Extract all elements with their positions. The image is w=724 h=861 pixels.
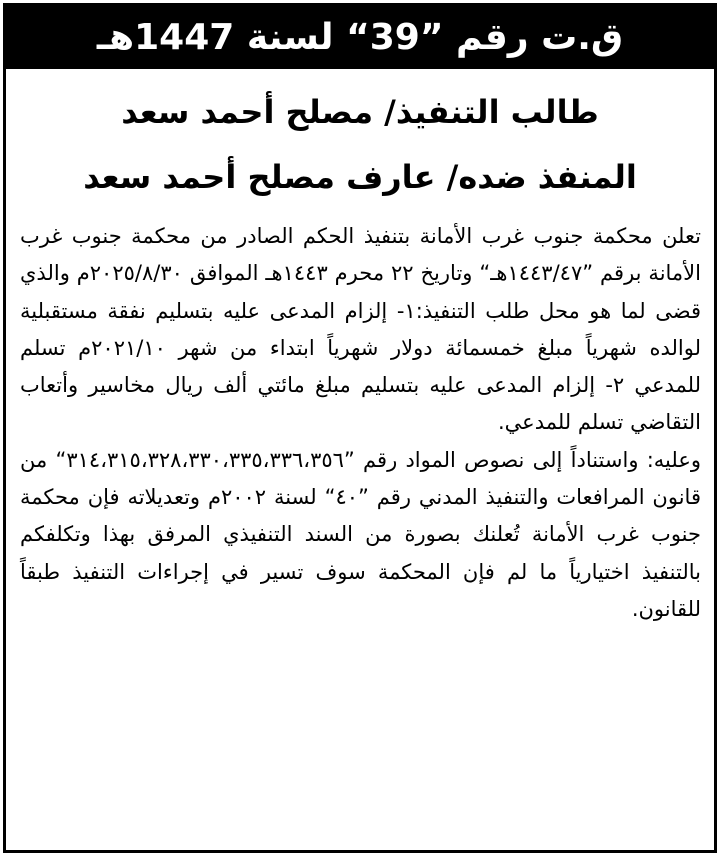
notice-title-bar	[6, 6, 714, 69]
notice-title: ق.ت رقم ”39“ لسنة 1447هـ	[96, 17, 624, 58]
notice-paragraph-judgment: تعلن محكمة جنوب غرب الأمانة بتنفيذ الحكم الصادر من محكمة جنوب غرب الأمانة برقم ”١٤٤٣/٤٧هـ“ وتاريخ ٢٢ محرم ١٤٤٣هـ الموافق ٢٠٢٥/٨/٣٠م والذي قضى لما هو محل طلب التنفيذ:١- إلزام المدعى عليه بتسليم نفقة مستقبلية لوالده شهرياً مبلغ خمسمائة دولار شهرياً ابتداء من شهر ٢٠٢١/١٠م تسلم للمدعي ٢- إلزام المدعى عليه بتسليم مبلغ مائتي ألف ريال مخاسير وأتعاب التقاضي تسلم للمدعي.	[20, 224, 702, 435]
respondent-line: المنفذ ضده/ عارف مصلح أحمد سعد	[83, 158, 637, 196]
petitioner-line: طالب التنفيذ/ مصلح أحمد سعد	[121, 93, 599, 131]
notice-paragraph-legal-basis: وعليه: واستناداً إلى نصوص المواد رقم ”٣١٤،٣١٥،٣٢٨،٣٣٠،٣٣٥،٣٣٦،٣٥٦“ من قانون المرافعات والتنفيذ المدني رقم ”٤٠“ لسنة ٢٠٠٢م وتعديلاته فإن محكمة جنوب غرب الأمانة تُعلنك بصورة من السند التنفيذي المرفق بهذا وتكلفكم بالتنفيذ اختيارياً ما لم فإن المحكمة سوف تسير في إجراءات التنفيذ طبقاً للقانون.	[20, 447, 701, 621]
court-notice	[3, 3, 717, 853]
notice-body	[20, 218, 701, 628]
